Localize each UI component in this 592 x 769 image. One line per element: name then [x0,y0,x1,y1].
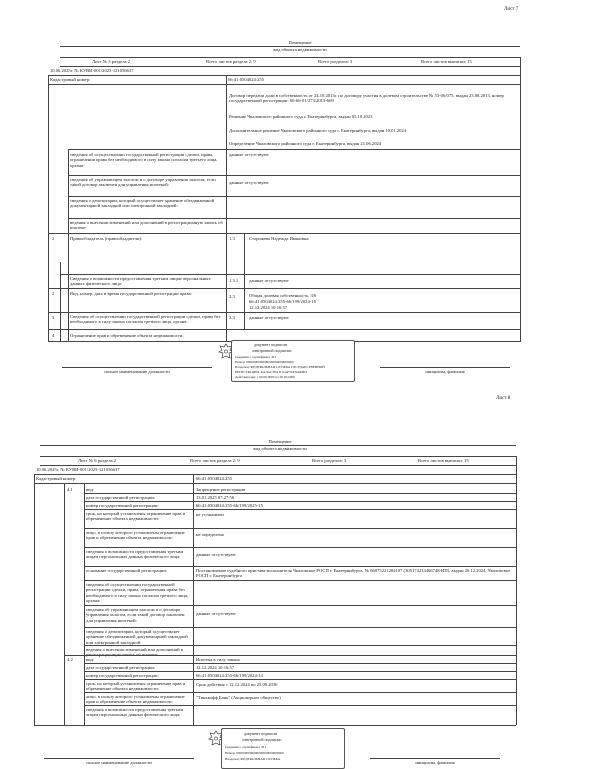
basis-line-2: Решение Чкаловского районного суда г. Екатеринбурга, выдан 05.10.2023 [229,114,373,119]
g1-term-label: срок, на который установлены ограничение прав и обременение объекта недвижимости: [86,511,186,522]
signature-name-caption: инициалы, фамилия [425,369,465,374]
owner-sub-number: 1.3 [229,236,235,241]
basis-line-3: Дополнительное решение Чкаловского районного суда г. Екатеринбурга, выдан 10.01.2024 [229,128,407,133]
personal-data-notice-value: данные отсутствуют [249,278,289,283]
g1-date-value: 13.01.2025 07:27:56 [196,495,235,500]
deal-without-consent-sub: 3.3 [229,315,235,320]
g1-kind-label: вид: [86,487,95,492]
row-pledge-manager-value: данные отсутствуют [229,180,269,185]
encumbrance-label: Ограничение прав и обременение объекта недвижимости: [70,333,184,338]
stamp-line-3: Сведения о сертификате ЭП [225,745,266,749]
right-registration-line-3: 12.12.2024 10:16:57 [249,305,288,310]
total-sections: Всего разделов: 3 [318,59,353,64]
stamp-line-7: Действителен: с 00.00.0000 по 00.00.0000 [235,375,295,379]
g2-date-label: дата государственной регистрации: [86,665,156,670]
cadastral-label: Кадастровый номер: [36,476,77,481]
g1-beneficiary-label: лицо, в пользу которого установлены ограничение прав и обременение объекта недвижимости: [86,530,185,541]
g1-beneficiary-value: не определено [196,532,225,537]
owner-value: Сторожева Надежда Ивановна [249,236,309,241]
row-registration-without-consent: сведения об осуществлении государственной регистрации сделки, права, ограничения права без необходимого в силу закона согласия третьего лица, органа: [70,152,218,168]
g2-term-label: срок, на который установлены ограничение прав и обременение объекта недвижимости: [86,681,186,692]
stamp-line-4: Номер: 0000000000000000000000000000 [235,360,294,364]
row-3-number: 3 [52,315,55,320]
row-4-number: 4 [52,333,55,338]
g1-without-consent-label: сведения об осуществлении государственной регистрации сделки, права, ограничения права без необходимого в силу закона согласия третьего лица, органа: [86,582,189,604]
row-depositary: сведения о депозитарии, который осуществляет хранение обездвиженной документарной закладной или электронной закладной: [70,198,215,209]
right-registration-line-2: 66:41:0504024:255-66/199/2024-16 [249,299,316,304]
deal-without-consent-label: Сведения об осуществлении государственной регистрации сделки, права без необходимого в силу закона согласия третьего лица, органа: [70,314,221,325]
cadastral-value: 66:41:0504024:255 [196,476,232,481]
personal-data-notice-label: Сведения о возможности предоставления третьим лицам персональных данных физического лица: [70,276,211,287]
owner-label: Правообладатель (правообладатели): [70,236,143,241]
stamp-line-1: документ подписан [244,731,278,736]
g2-number-value: 66:41:0504024:255-66/199/2024-14 [196,673,263,678]
stamp-line-4: Номер: 0000000000000000000000000000 [225,751,284,755]
cadastral-value: 66:41:0504024:255 [228,77,264,82]
encumbrance-4-2-number: 4.2 [67,657,73,662]
total-extract: Всего листов выписки: 15 [418,458,469,463]
deal-without-consent-value: данные отсутствуют [249,315,289,320]
right-registration-sub: 2.3 [229,294,235,299]
g1-pledge-manager-value: данные отсутствуют [196,611,236,616]
g2-date-value: 12.12.2024 10:16:57 [196,665,235,670]
g2-beneficiary-label: лицо, в пользу которого установлены ограничение прав и обременение объекта недвижимости: [86,694,185,705]
sheet-label: Лист № 3 раздела 2 [92,59,130,64]
sheet-number: Лист 8 [496,396,511,401]
basis-line-4: Определение Чкаловского районного суда г. Екатеринбурга, выдан 21.06.2024 [229,141,382,146]
row-2b-number: 2 [52,291,55,296]
object-type-title: Помещение [268,439,292,444]
stamp-line-3: Сведения о сертификате ЭП [235,355,276,359]
row-registration-without-consent-value: данные отсутствуют [229,152,269,157]
stamp-line-6: РЕГИСТРАЦИИ, КАДАСТРА И КАРТОГРАФИИ [235,370,307,374]
cadastral-label: Кадастровый номер: [50,77,91,82]
total-sections: Всего разделов: 3 [312,458,347,463]
g2-personal-data-label: сведения о возможности предоставления третьим лицам персональных данных физического лица: [86,707,184,718]
electronic-signature-stamp [231,340,355,382]
encumbrance-4-1-number: 4.1 [67,487,73,492]
total-sheets: Всего листов раздела 2: 9 [190,458,240,463]
sheet-number: Лист 7 [504,7,519,12]
signature-name-caption: инициалы, фамилия [415,760,455,765]
g1-basis-label: основание государственной регистрации: [86,568,168,573]
stamp-line-2: электронной подписью [252,348,292,353]
stamp-line-1: документ подписан [254,342,288,347]
g1-mortgage-changes-label: ведения о внесении изменений или дополнений в регистрационную запись об ипотеке: [86,647,183,658]
g2-beneficiary-value: "Тинькофф Банк" (Акционерное общество) [196,695,281,700]
g2-term-value: Срок действия с 12.12.2024 по 25.09.2036 [196,682,278,687]
signature-position-caption: полное наименование должности [86,760,152,765]
right-registration-line-1: Общая долевая собственность, 3/6 [249,293,317,298]
g1-term-value: не установлен [196,512,224,517]
stamp-line-5: Владелец: ФЕДЕРАЛЬНАЯ СЛУЖБА ГОСУДАРСТВЕННОЙ [235,365,325,369]
row-pledge-manager: сведения об управляющем залогом и о договоре управления залогом, если такой договор заключен для управления ипотекой: [70,177,216,188]
personal-data-notice-sub: 1.3.1 [229,278,239,283]
g1-number-value: 66:41:0504024:255-66/199/2025-15 [196,503,263,508]
g1-number-label: номер государственной регистрации: [86,503,159,508]
g2-number-label: номер государственной регистрации: [86,673,159,678]
total-extract: Всего листов выписки: 15 [421,59,472,64]
g1-basis-value: Постановление судебного пристава-исполнителя Чкаловское РОСП г. Екатеринбурга, № 66075221284107 (305174233466748-ИП), выдан 26.12.2024, Чкаловское РОСП г. Екатеринбурга [196,568,511,579]
total-sheets: Всего листов раздела 2: 9 [206,59,256,64]
sheet-label: Лист № 6 раздела 2 [78,458,116,463]
g1-date-label: дата государственной регистрации: [86,495,156,500]
page-1 [0,0,592,383]
row-2-number: 2 [52,236,55,241]
g1-kind-value: Запрещение регистрации [196,487,246,492]
g1-depositary-label: сведения о депозитарии, который осуществляет хранение обездвиженной документарной закладной или электронной закладной: [86,629,188,645]
stamp-line-2: электронной подписью [242,737,282,742]
signature-position-caption: полное наименование должности [104,369,170,374]
document-number: 10.06.2025г. № КУВИ-001/2025-121056637 [50,68,134,73]
g2-kind-value: Ипотека в силу закона [196,657,240,662]
object-type-title: Помещение [288,40,312,45]
stamp-line-5: Владелец: ФЕДЕРАЛЬНАЯ СЛУЖБА [225,757,281,761]
electronic-signature-stamp [221,728,345,769]
document-number: 10.06.2025г. № КУВИ-001/2025-121056637 [36,467,120,472]
object-type-caption: вид объекта недвижимости [253,446,307,451]
object-type-caption: вид объекта недвижимости [273,47,327,52]
g1-personal-data-value: данные отсутствуют [196,552,236,557]
g1-pledge-manager-label: сведения об управляющем залогом и о договоре управления залогом, если такой договор заключен для управления ипотекой: [86,607,185,623]
g1-personal-data-label: сведения о возможности предоставления третьим лицам персональных данных физического лица: [86,549,184,560]
page-2 [0,392,592,767]
basis-line-1: Договор передачи доли в собственность от 24.10.2013г. по договору участия в долевом строительстве № 53-06/075, выдан 23.08.2013, номер государственной регистрации: 66-66-01/273/2013-669 [229,93,504,104]
row-mortgage-changes: ведения о внесении изменений или дополнений в регистрационную запись об ипотеке: [70,220,223,231]
g2-kind-label: вид: [86,657,95,662]
right-registration-label: Вид, номер, дата и время государственной регистрации права: [70,291,192,296]
